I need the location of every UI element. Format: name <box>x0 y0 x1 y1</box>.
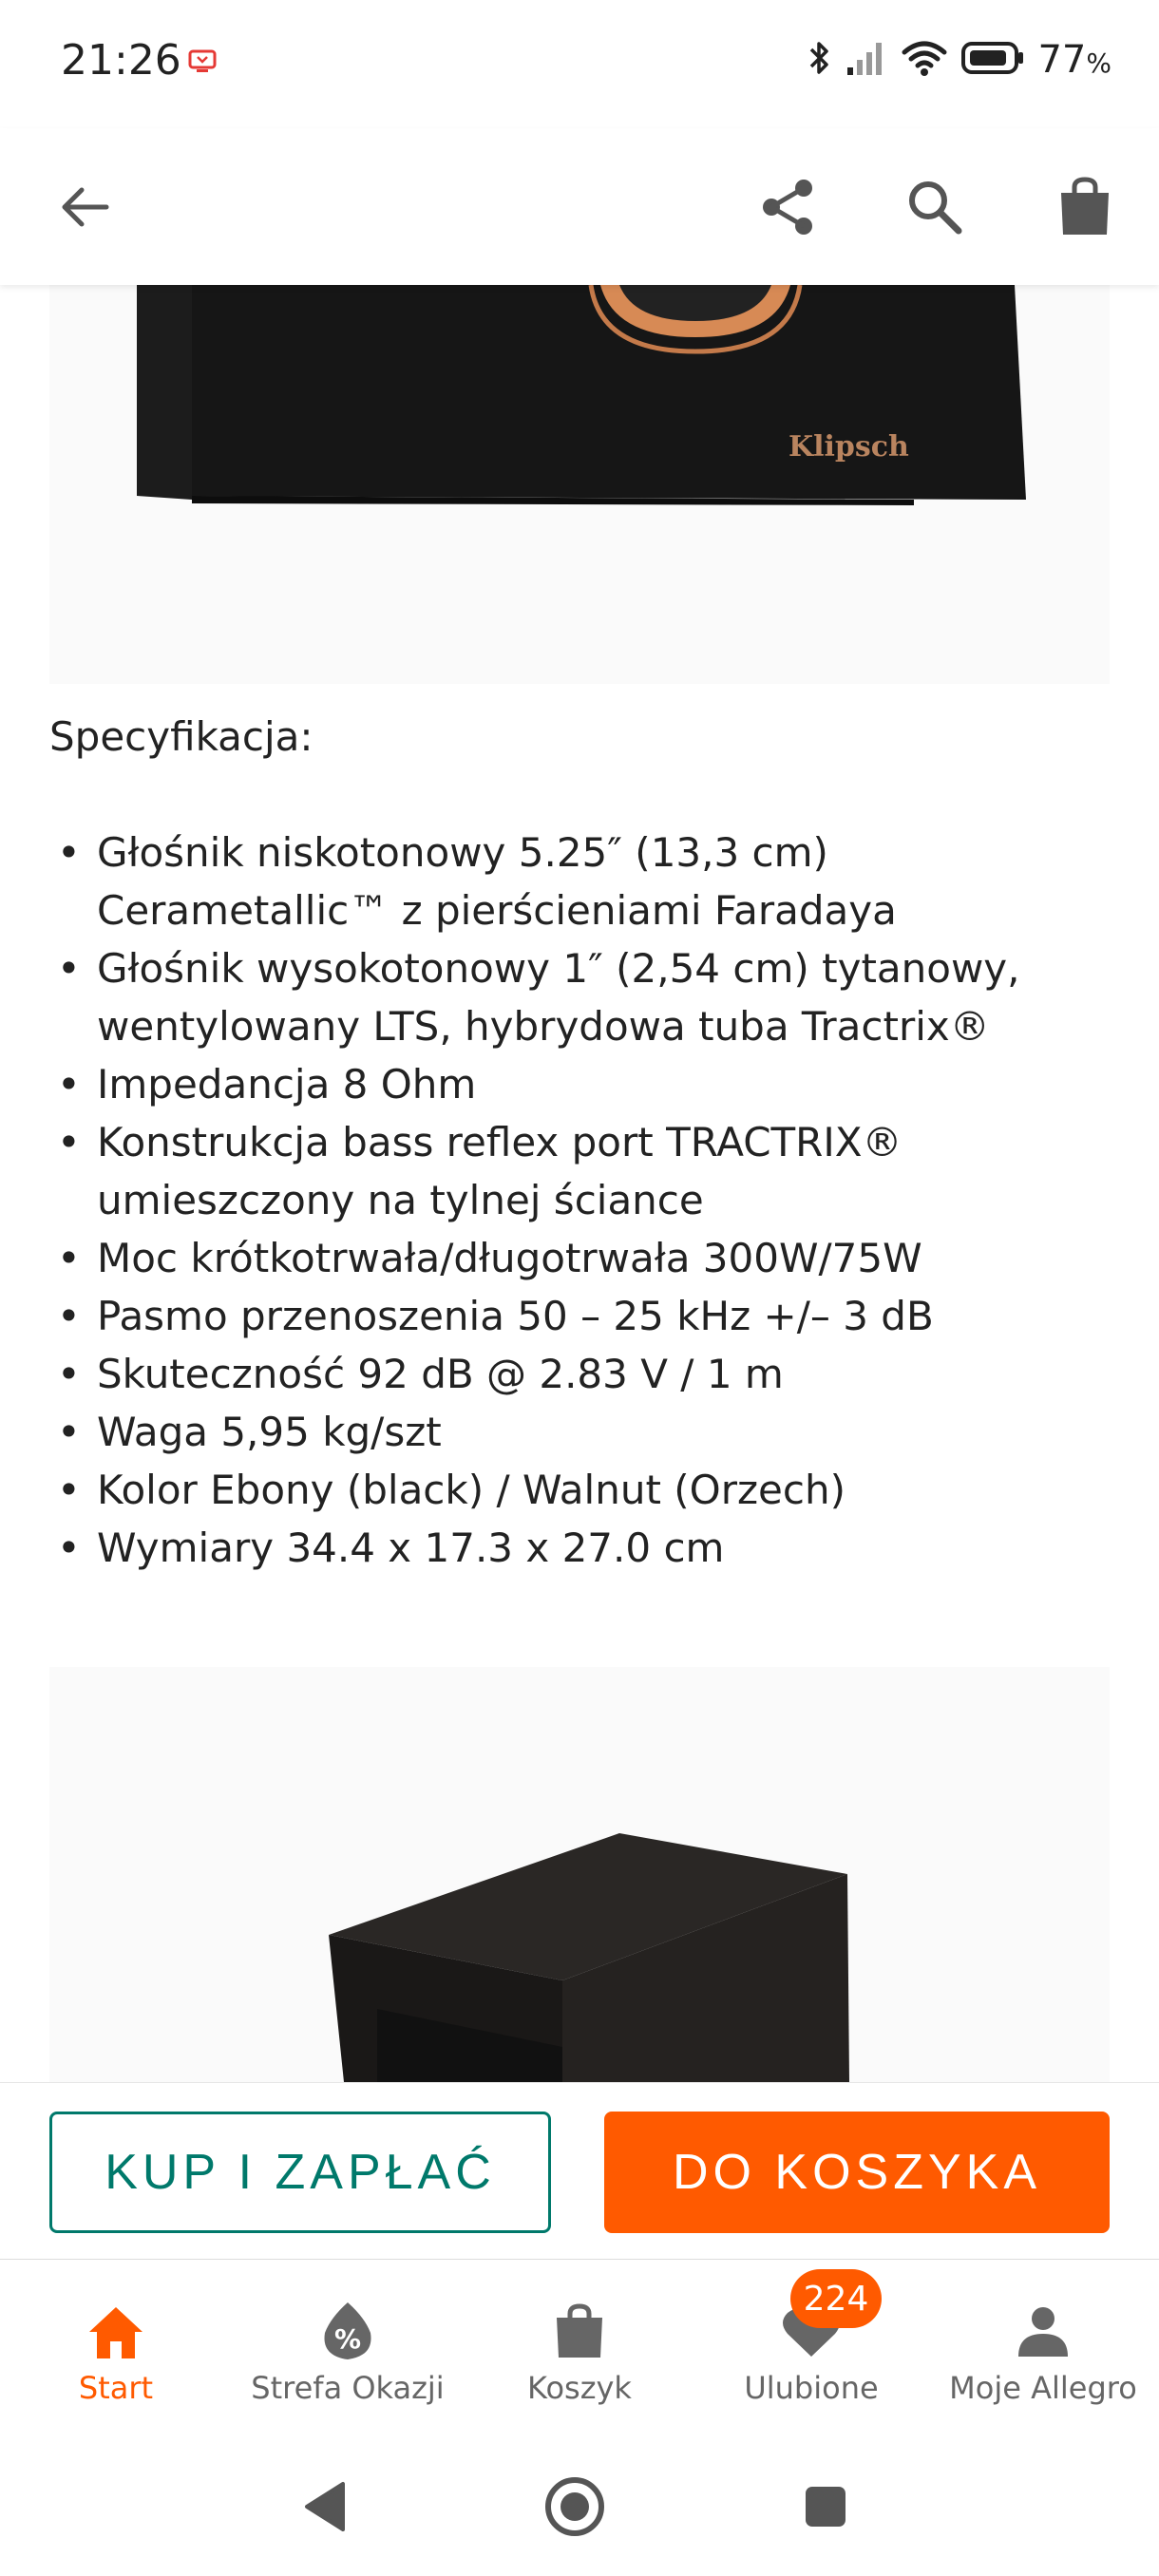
spec-item-bass-reflex: • Konstrukcja bass reflex port TRACTRIX® umieszczony na tylnej ściance <box>49 1113 1104 1229</box>
app-bar <box>0 128 1159 285</box>
nav-label-cart: Koszyk <box>527 2370 632 2406</box>
system-home-icon[interactable] <box>542 2473 608 2540</box>
nav-label-favorites: Ulubione <box>744 2370 879 2406</box>
spec-item-power: • Moc krótkotrwała/długotrwała 300W/75W <box>49 1229 1104 1287</box>
spec-item-frequency: • Pasmo przenoszenia 50 – 25 kHz +/– 3 dB <box>49 1287 1104 1345</box>
share-icon[interactable] <box>752 171 825 243</box>
spec-item-dimensions: • Wymiary 34.4 x 17.3 x 27.0 cm <box>49 1519 1104 1577</box>
specification-list <box>49 824 1104 1577</box>
speaker-illustration-bottom <box>49 1667 1110 2082</box>
nav-label-start: Start <box>78 2370 154 2406</box>
status-bar <box>0 0 1159 128</box>
status-time: 21:26 <box>61 36 181 85</box>
spec-item-sensitivity: • Skuteczność 92 dB @ 2.83 V / 1 m <box>49 1345 1104 1403</box>
product-image-bottom <box>49 1667 1110 2082</box>
status-icons <box>808 36 1112 84</box>
bottom-navigation <box>0 2259 1159 2440</box>
klipsch-logo: Klipsch <box>788 430 909 464</box>
home-icon <box>78 2294 154 2370</box>
nav-label-deals: Strefa Okazji <box>251 2370 445 2406</box>
deals-icon <box>310 2294 386 2370</box>
spec-item-woofer: • Głośnik niskotonowy 5.25″ (13,3 cm) Cerametallic™ z pierścieniami Faradaya <box>49 824 1104 939</box>
spec-item-weight: • Waga 5,95 kg/szt <box>49 1403 1104 1461</box>
bluetooth-icon <box>808 39 832 81</box>
profile-icon <box>1005 2294 1081 2370</box>
nav-item-start[interactable] <box>0 2260 232 2440</box>
back-arrow-icon[interactable] <box>49 171 122 243</box>
spec-item-impedance: • Impedancja 8 Ohm <box>49 1055 1104 1113</box>
spec-item-color: • Kolor Ebony (black) / Walnut (Orzech) <box>49 1461 1104 1519</box>
svg-text:%: % <box>333 2323 362 2355</box>
specification-title: Specyfikacja: <box>49 713 314 760</box>
favorites-count-badge: 224 <box>790 2269 882 2328</box>
specification-section <box>49 708 1104 1577</box>
screen-notification-icon <box>188 49 217 72</box>
shopping-bag-icon[interactable] <box>1049 171 1121 243</box>
purchase-bar <box>0 2082 1159 2260</box>
nav-label-my-allegro: Moje Allegro <box>949 2370 1137 2406</box>
spec-item-tweeter: • Głośnik wysokotonowy 1″ (2,54 cm) tytanowy, wentylowany LTS, hybrydowa tuba Tractrix® <box>49 939 1104 1055</box>
search-icon[interactable] <box>899 171 971 243</box>
cart-bag-icon <box>542 2294 618 2370</box>
battery-icon <box>961 40 1024 80</box>
add-to-cart-button[interactable]: DO KOSZYKA <box>604 2112 1110 2233</box>
product-image-top <box>49 285 1110 684</box>
battery-percent: 77% <box>1037 38 1112 82</box>
wifi-icon <box>901 39 948 81</box>
system-navigation-bar <box>0 2439 1159 2576</box>
buy-now-button[interactable]: KUP I ZAPŁAĆ <box>49 2112 551 2233</box>
speaker-illustration-top <box>49 285 1110 684</box>
nav-item-favorites[interactable] <box>695 2260 927 2440</box>
system-back-icon[interactable] <box>292 2473 358 2540</box>
nav-item-deals[interactable] <box>232 2260 464 2440</box>
signal-icon <box>846 39 887 81</box>
nav-item-my-allegro[interactable] <box>927 2260 1159 2440</box>
nav-item-cart[interactable] <box>464 2260 695 2440</box>
system-recents-icon[interactable] <box>792 2473 859 2540</box>
